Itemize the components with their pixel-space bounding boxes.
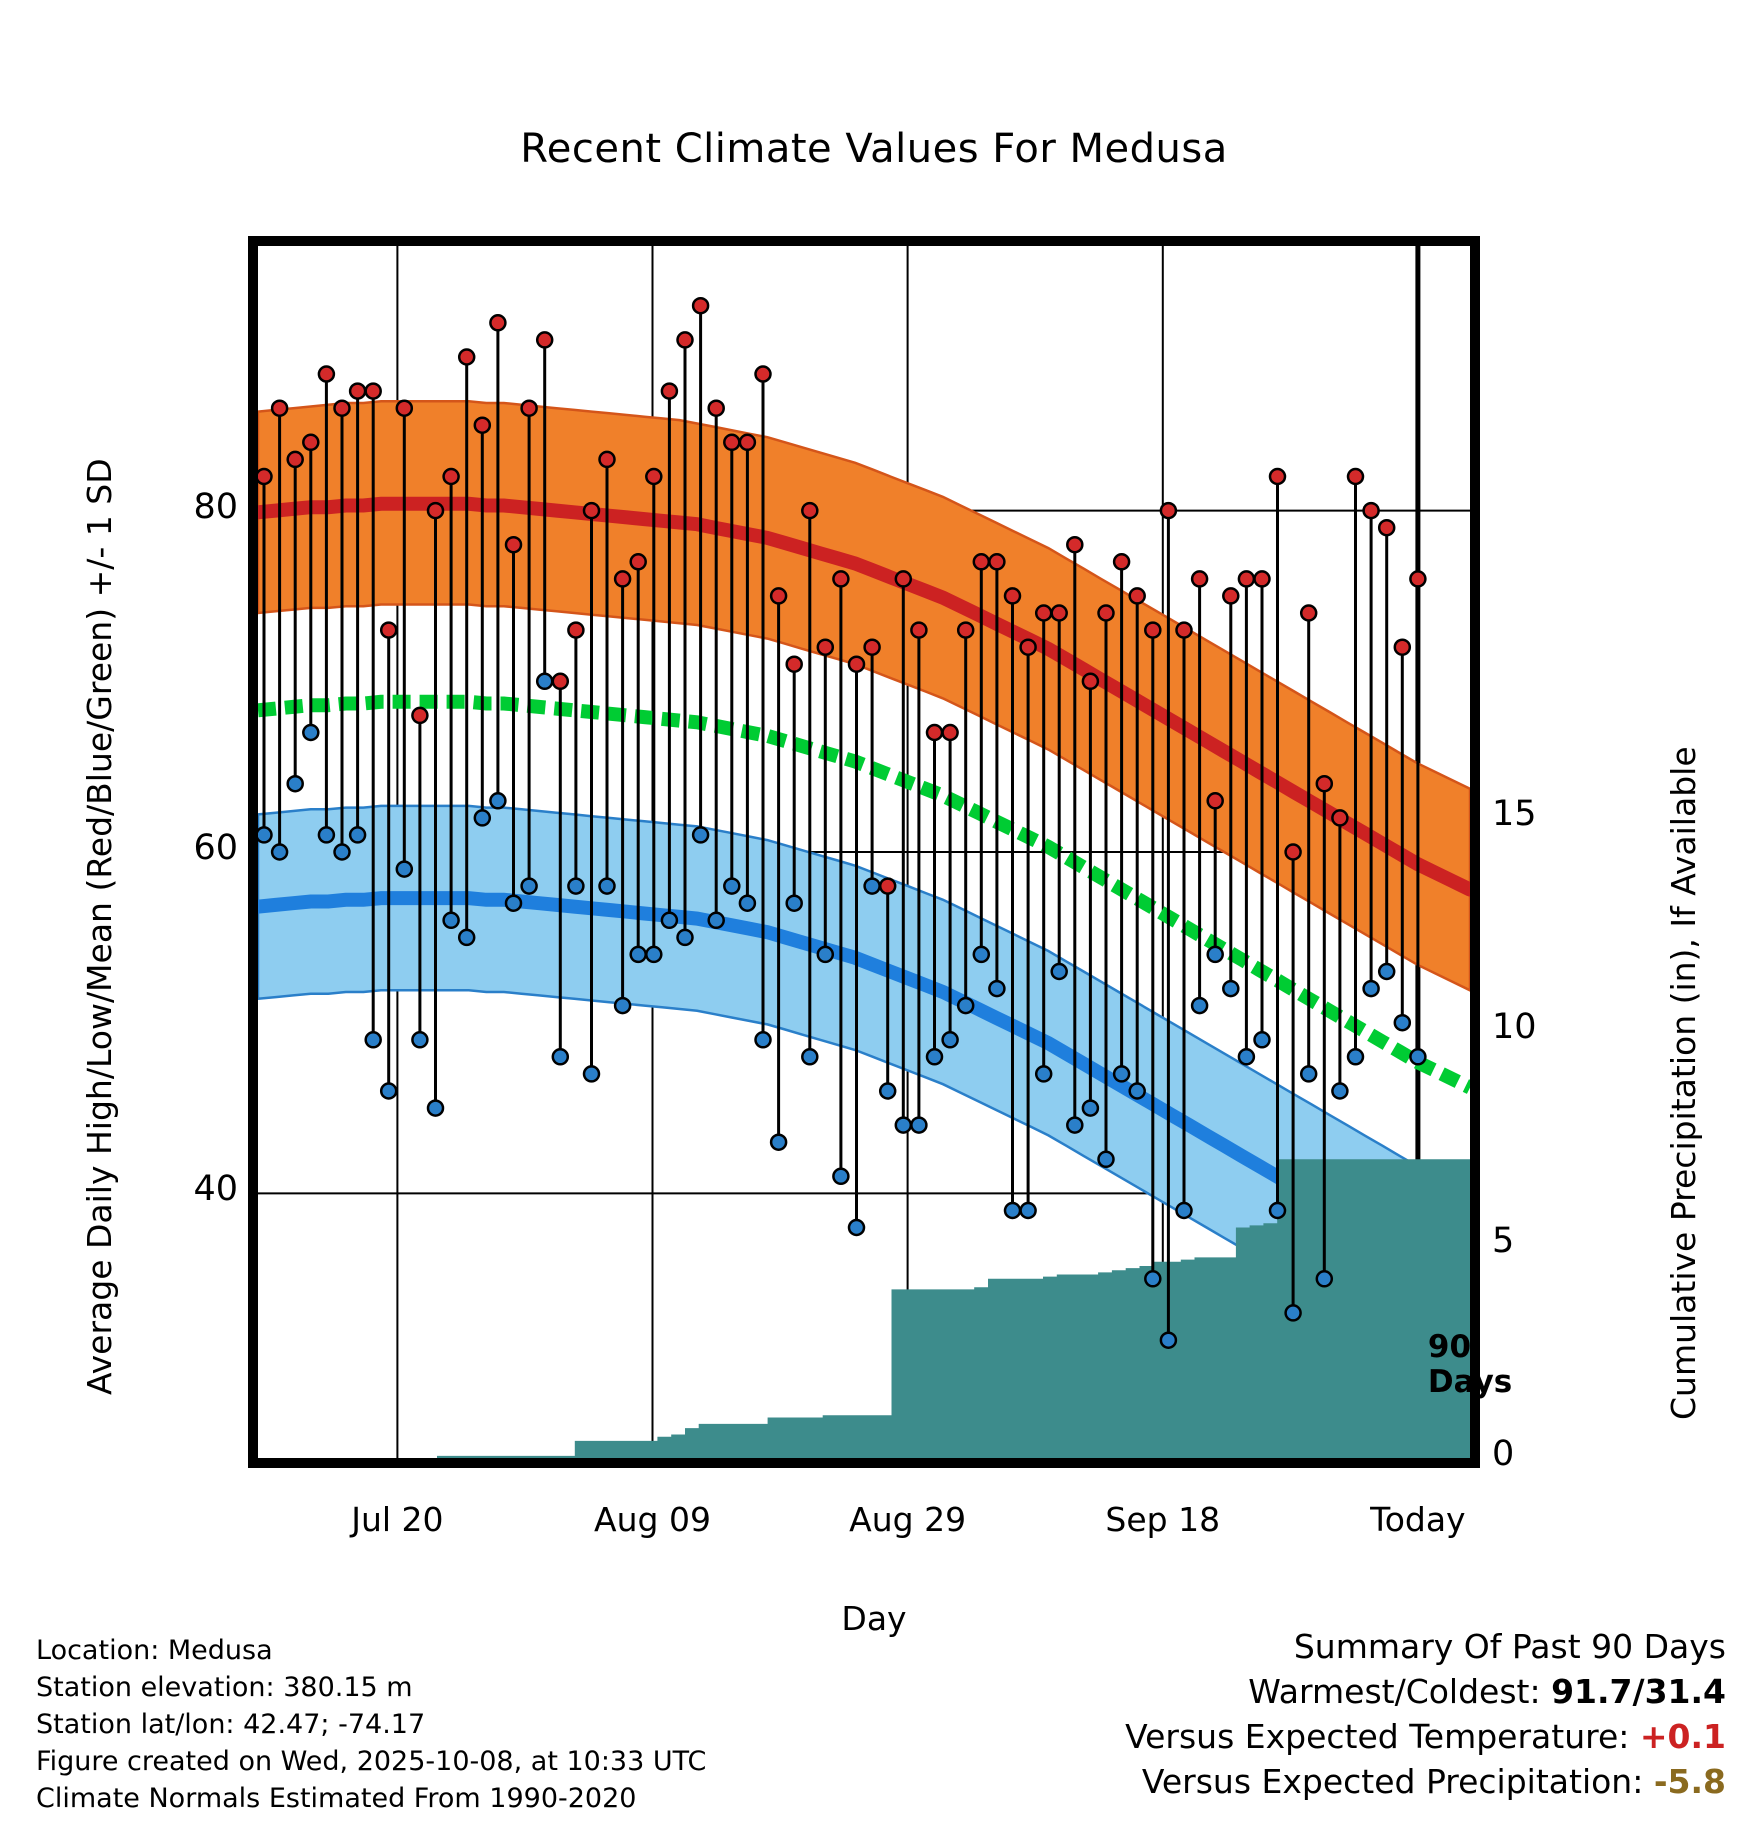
info-line: Figure created on Wed, 2025-10-08, at 10:33 UTC bbox=[36, 1746, 707, 1777]
summary-panel bbox=[1125, 1624, 1726, 1804]
today-annotation: 90 Days bbox=[1427, 1328, 1513, 1400]
summary-heading: Summary Of Past 90 Days bbox=[1293, 1627, 1726, 1666]
x-axis-label: Day bbox=[841, 1599, 907, 1638]
plot-area bbox=[248, 236, 1480, 1468]
summary-value: 91.7/31.4 bbox=[1551, 1672, 1726, 1711]
station-info bbox=[36, 1632, 706, 1817]
y-tick-label-left: 60 bbox=[193, 828, 238, 868]
x-tick-label: Aug 29 bbox=[849, 1500, 967, 1539]
y-tick-label-right: 15 bbox=[1492, 793, 1537, 834]
y-tick-label-left: 40 bbox=[193, 1169, 238, 1210]
chart-title: Recent Climate Values For Medusa bbox=[520, 126, 1228, 172]
summary-label: Versus Expected Temperature: bbox=[1125, 1717, 1630, 1756]
plot-inner bbox=[258, 246, 1470, 1458]
info-line: Climate Normals Estimated From 1990-2020 bbox=[36, 1783, 637, 1814]
climate-chart-svg bbox=[258, 246, 1470, 1458]
x-tick-label: Today bbox=[1370, 1500, 1466, 1539]
summary-label: Warmest/Coldest: bbox=[1248, 1672, 1541, 1711]
y-axis-label-right: Cumulative Precipitation (in), If Available bbox=[1664, 746, 1703, 1420]
y-tick-label-left: 80 bbox=[193, 486, 238, 527]
info-line: Station lat/lon: 42.47; -74.17 bbox=[36, 1709, 426, 1740]
x-tick-label: Aug 09 bbox=[594, 1500, 711, 1539]
x-tick-label: Jul 20 bbox=[351, 1500, 444, 1539]
info-line: Station elevation: 380.15 m bbox=[36, 1672, 413, 1703]
summary-row-warmest-coldest bbox=[1125, 1669, 1726, 1714]
y-tick-label-right: 10 bbox=[1492, 1007, 1537, 1048]
y-tick-label-right: 0 bbox=[1492, 1434, 1515, 1474]
summary-label: Versus Expected Precipitation: bbox=[1141, 1762, 1644, 1801]
y-tick-label-right: 5 bbox=[1492, 1220, 1515, 1261]
y-axis-label-left: Average Daily High/Low/Mean (Red/Blue/Green) +/- 1 SD bbox=[80, 458, 119, 1395]
info-line: Location: Medusa bbox=[36, 1635, 273, 1666]
summary-value: -5.8 bbox=[1653, 1762, 1726, 1801]
summary-value: +0.1 bbox=[1639, 1717, 1726, 1756]
x-tick-label: Sep 18 bbox=[1105, 1500, 1221, 1539]
summary-row-versus-temperature bbox=[1125, 1714, 1726, 1759]
summary-row-versus-precipitation bbox=[1125, 1759, 1726, 1804]
